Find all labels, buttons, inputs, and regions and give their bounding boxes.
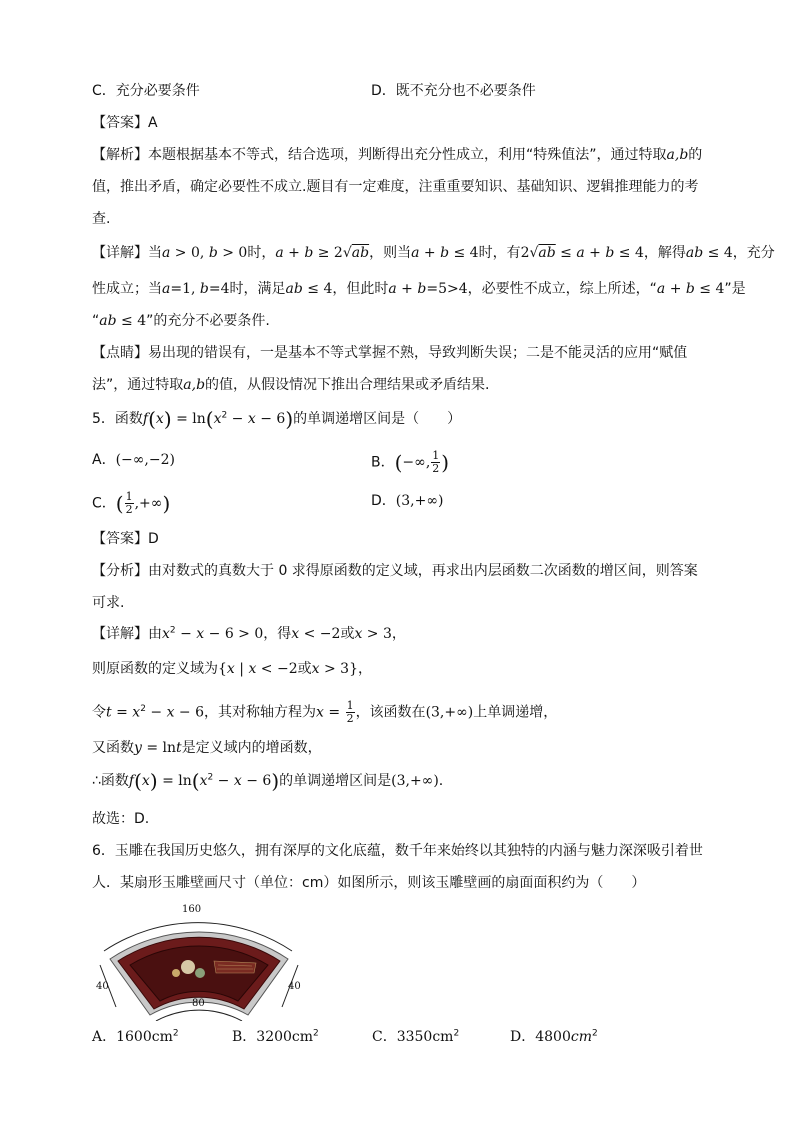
- detail-text: 时，有: [478, 245, 521, 261]
- q6-option-b: [232, 1027, 319, 1047]
- analysis-text: 的: [688, 147, 703, 163]
- q5-option-c: C．( $\frac{1}{2}$ ,+∞): [92, 490, 171, 516]
- detail-text: ”是: [724, 281, 746, 297]
- q6-option-c: [372, 1027, 459, 1047]
- fan-jade-mural-figure: [96, 903, 306, 1021]
- option-value: (3,+∞): [395, 493, 444, 509]
- superscript: 2: [591, 1028, 598, 1039]
- detail-tag: 【详解】: [92, 245, 148, 261]
- q5-answer: [92, 529, 159, 549]
- option-label: C．: [92, 495, 116, 512]
- q5-stem: 5．函数$f(x) = \ln(x^2 - x - 6)$的单调递增区间是（ ）: [92, 407, 462, 431]
- q4-detail-line-2: 性成立；当a=1, b=4时，满足ab ≤ 4，但此时a + b=5>4，必要性不成立，综上所述，“a + b ≤ 4”是: [92, 281, 746, 297]
- q6-option-d: [510, 1027, 598, 1047]
- q6-stem-line-1: 6．玉雕在我国历史悠久，拥有深厚的文化底蕴，数千年来始终以其独特的内涵与魅力深深吸引着世: [92, 843, 703, 859]
- detail-text: ，必要性不成立，综上所述，“: [467, 281, 657, 297]
- analysis-tag: 【分析】: [92, 563, 148, 579]
- answer-tag: 【答案】: [92, 115, 148, 131]
- detail-text: 当: [148, 245, 162, 261]
- detail-text: ，充分: [732, 245, 775, 261]
- q6-option-a: [92, 1027, 179, 1047]
- q6-stem-line-2: 人．某扇形玉雕壁画尺寸（单位：cm）如图所示，则该玉雕壁画的扇面面积约为（ ）: [92, 875, 646, 891]
- detail-text: 的单调递增区间是: [279, 773, 392, 789]
- q4-analysis-line-1: [92, 145, 702, 165]
- fig-label-bottom: 80: [192, 998, 205, 1009]
- detail-text: ，其对称轴方程为: [204, 704, 317, 721]
- q5-detail-line-1: 【详解】由$x^2 - x - 6 > 0$，得x < −2或x > 3，: [92, 625, 406, 642]
- detail-text: 则原函数的定义域为: [92, 661, 218, 677]
- q5-analysis-line-1: [92, 561, 698, 581]
- detail-text: 性成立；当: [92, 281, 162, 297]
- q4-answer: [92, 113, 158, 133]
- detail-text: 时，: [247, 245, 276, 261]
- q5-detail-line-3: 令$t = x^2 - x - 6$，其对称轴方程为x = $\frac{1}{2}$ ，该函数在(3,+∞)上单调递增，: [92, 699, 558, 725]
- option-value: (−∞,−2): [115, 452, 175, 468]
- option-text: C．3350cm: [372, 1029, 454, 1045]
- option-text: D．4800: [510, 1029, 571, 1045]
- q4-detail-line-3: “ab ≤ 4”的充分不必要条件.: [92, 313, 270, 329]
- point-tag: 【点睛】: [92, 345, 148, 361]
- q4-detail-line-1: 【详解】当a > 0, b > 0时，a + b ≥ 2√ab，则当a + b ≤ 4时，有2√ab ≤ a + b ≤ 4，解得ab ≤ 4，充分: [92, 245, 775, 261]
- q4-point-line-2: 法”，通过特取a,b的值，从假设情况下推出合理结果或矛盾结果.: [92, 377, 490, 393]
- q5-conclusion: 故选：D.: [92, 811, 150, 827]
- stem-text: 的单调递增区间是（ ）: [293, 411, 462, 427]
- q4-option-d: D．既不充分也不必要条件: [371, 83, 536, 99]
- option-label: D．: [371, 493, 396, 509]
- detail-text: “: [92, 313, 100, 329]
- fig-label-top: 160: [182, 904, 202, 915]
- q5-detail-line-4: 又函数y = lnt是定义域内的增函数，: [92, 740, 322, 756]
- q4-analysis-line-3: 查.: [92, 211, 111, 227]
- q5-analysis-line-2: 可求.: [92, 595, 125, 611]
- analysis-text: 本题根据基本不等式，结合选项，判断得出充分性成立，利用“特殊值法”，通过特取: [148, 147, 667, 163]
- detail-text: 时，满足: [229, 281, 286, 297]
- q5-detail-line-2: 则原函数的定义域为{x | x < −2或x > 3}，: [92, 661, 372, 677]
- detail-text: ”的充分不必要条件.: [146, 313, 270, 329]
- math-vars: a,b: [666, 147, 689, 163]
- option-label: A．: [92, 452, 116, 468]
- analysis-tag: 【解析】: [92, 147, 148, 163]
- detail-text: ，该函数在: [355, 704, 426, 721]
- point-text: 易出现的错误有，一是基本不等式掌握不熟，导致判断失误；二是不能灵活的应用“赋值: [148, 345, 688, 361]
- fig-label-right: 40: [288, 981, 301, 992]
- detail-text: 上单调递增，: [473, 704, 558, 721]
- superscript: 2: [313, 1028, 319, 1039]
- fig-label-left: 40: [96, 981, 109, 992]
- option-text: A．1600cm: [92, 1029, 173, 1045]
- point-text: 的值，从假设情况下推出合理结果或矛盾结果.: [205, 377, 490, 393]
- option-unit: cm: [570, 1029, 592, 1045]
- answer-value: A: [148, 115, 158, 131]
- detail-tag: 【详解】: [92, 626, 148, 642]
- option-text: B．3200cm: [232, 1029, 314, 1045]
- q4-option-c: C．充分必要条件: [92, 83, 200, 99]
- answer-value: D: [148, 531, 159, 547]
- stem-text: 5．函数: [92, 411, 143, 427]
- q5-option-d: [371, 491, 443, 511]
- detail-text: ，得: [263, 626, 292, 642]
- detail-text: 是定义域内的增函数，: [181, 740, 322, 756]
- analysis-text: 由对数式的真数大于 0 求得原函数的定义域，再求出内层函数二次函数的增区间，则答案: [148, 563, 698, 579]
- detail-text: 由: [148, 626, 162, 642]
- option-label: B．: [371, 454, 395, 471]
- point-text: 法”，通过特取: [92, 377, 184, 393]
- detail-text: 或: [340, 626, 355, 642]
- q5-detail-line-5: ∴函数$f(x) = \ln(x^2 - x - 6)$的单调递增区间是(3,+∞).: [92, 769, 444, 793]
- detail-text: ，则当: [369, 245, 412, 261]
- q5-option-b: B．(−∞, $\frac{1}{2}$ ): [371, 449, 450, 475]
- math-expr: a: [162, 245, 171, 261]
- detail-text: ∴函数: [92, 773, 129, 789]
- detail-text: ，但此时: [332, 281, 389, 297]
- q4-analysis-line-2: 值，推出矛盾，确定必要性不成立.题目有一定难度，注重重要知识、基础知识、逻辑推理能力的考: [92, 179, 699, 195]
- answer-tag: 【答案】: [92, 531, 148, 547]
- q5-option-a: [92, 450, 175, 470]
- superscript: 2: [453, 1028, 460, 1039]
- detail-text: 令: [92, 704, 106, 721]
- superscript: 2: [172, 1028, 179, 1039]
- detail-text: 又函数: [92, 740, 134, 756]
- detail-text: ，解得: [643, 245, 686, 261]
- q4-point-line-1: [92, 343, 687, 363]
